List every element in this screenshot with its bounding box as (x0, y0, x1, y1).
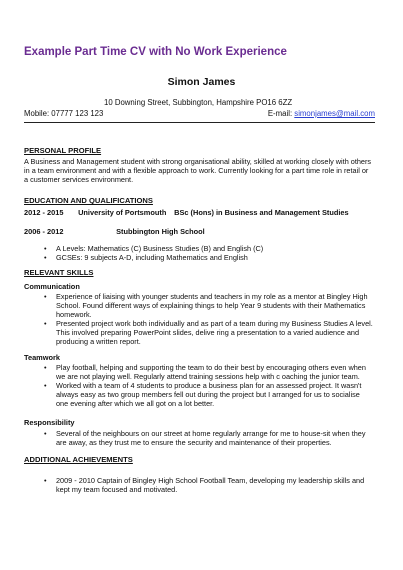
school-qualifications-list (44, 244, 373, 262)
list-item: • Worked with a team of 4 students to produce a business plan for an assessed project. It wasn't always easy as two group members fell out during the project but I arranged for us to socialise one evening after which we all got on a lot better. (44, 381, 373, 408)
profile-heading: PERSONAL PROFILE (24, 146, 102, 155)
communication-list (44, 292, 373, 346)
education-entry (24, 227, 205, 236)
education-institution: Stubbington High School (116, 227, 205, 236)
teamwork-heading: Teamwork (24, 353, 61, 362)
list-item: • Play football, helping and supporting the team to do their best by encouraging others even when we are not playing well. Regularly attend training sessions help with c oaching the junior team. (44, 363, 373, 381)
profile-text: A Business and Management student with strong organisational ability, skilled at working closely with others in a team environment and with a flexible approach to work. Currently looking for a part time role in retail or a customer services environment. (24, 157, 372, 184)
list-item: • Several of the neighbours on our street at home regularly arrange for me to house-sit when they are away, as they trust me to ensure the security and maintenance of their properties. (44, 429, 373, 447)
education-heading: EDUCATION AND QUALIFICATIONS (24, 196, 153, 205)
achievements-list (44, 476, 373, 494)
address: 10 Downing Street, Subbington, Hampshire PO16 6ZZ (104, 98, 293, 107)
responsibility-heading: Responsibility (24, 418, 75, 427)
list-item: • Experience of liaising with younger students and teachers in my role as a mentor at Bingley High School. Found different ways of explaining things to help Year 9 students with their Mathematics homework. (44, 292, 373, 319)
email-label: E-mail: (267, 109, 295, 118)
header-divider (24, 122, 375, 123)
email-link[interactable]: simonjames@mail.com (294, 109, 375, 118)
cv-title: Example Part Time CV with No Work Experience (24, 46, 287, 58)
communication-heading: Communication (24, 282, 80, 291)
education-course: BSc (Hons) in Business and Management Studies (174, 208, 349, 217)
list-item: • GCSEs: 9 subjects A-D, including Mathematics and English (44, 253, 373, 262)
responsibility-list (44, 429, 373, 447)
skills-heading: RELEVANT SKILLS (24, 268, 94, 277)
teamwork-list (44, 363, 373, 408)
email-line (268, 109, 375, 118)
list-item: • 2009 - 2010 Captain of Bingley High School Football Team, developing my leadership skills and kept my team focused and motivated. (44, 476, 373, 494)
mobile-number: Mobile: 07777 123 123 (24, 109, 104, 118)
education-years: 2012 - 2015 (24, 208, 64, 217)
education-institution: University of Portsmouth (78, 208, 167, 217)
education-entry (24, 208, 349, 217)
achievements-heading: ADDITIONAL ACHIEVEMENTS (24, 455, 133, 464)
candidate-name: Simon James (167, 76, 236, 88)
list-item: • Presented project work both individually and as part of a team during my Business Studies A level. This involved preparing PowerPoint slides, delive ring a presentation to a varied audience and producing a written report. (44, 319, 373, 346)
education-years: 2006 - 2012 (24, 227, 64, 236)
contact-row (24, 109, 375, 118)
list-item: • A Levels: Mathematics (C) Business Studies (B) and English (C) (44, 244, 373, 253)
